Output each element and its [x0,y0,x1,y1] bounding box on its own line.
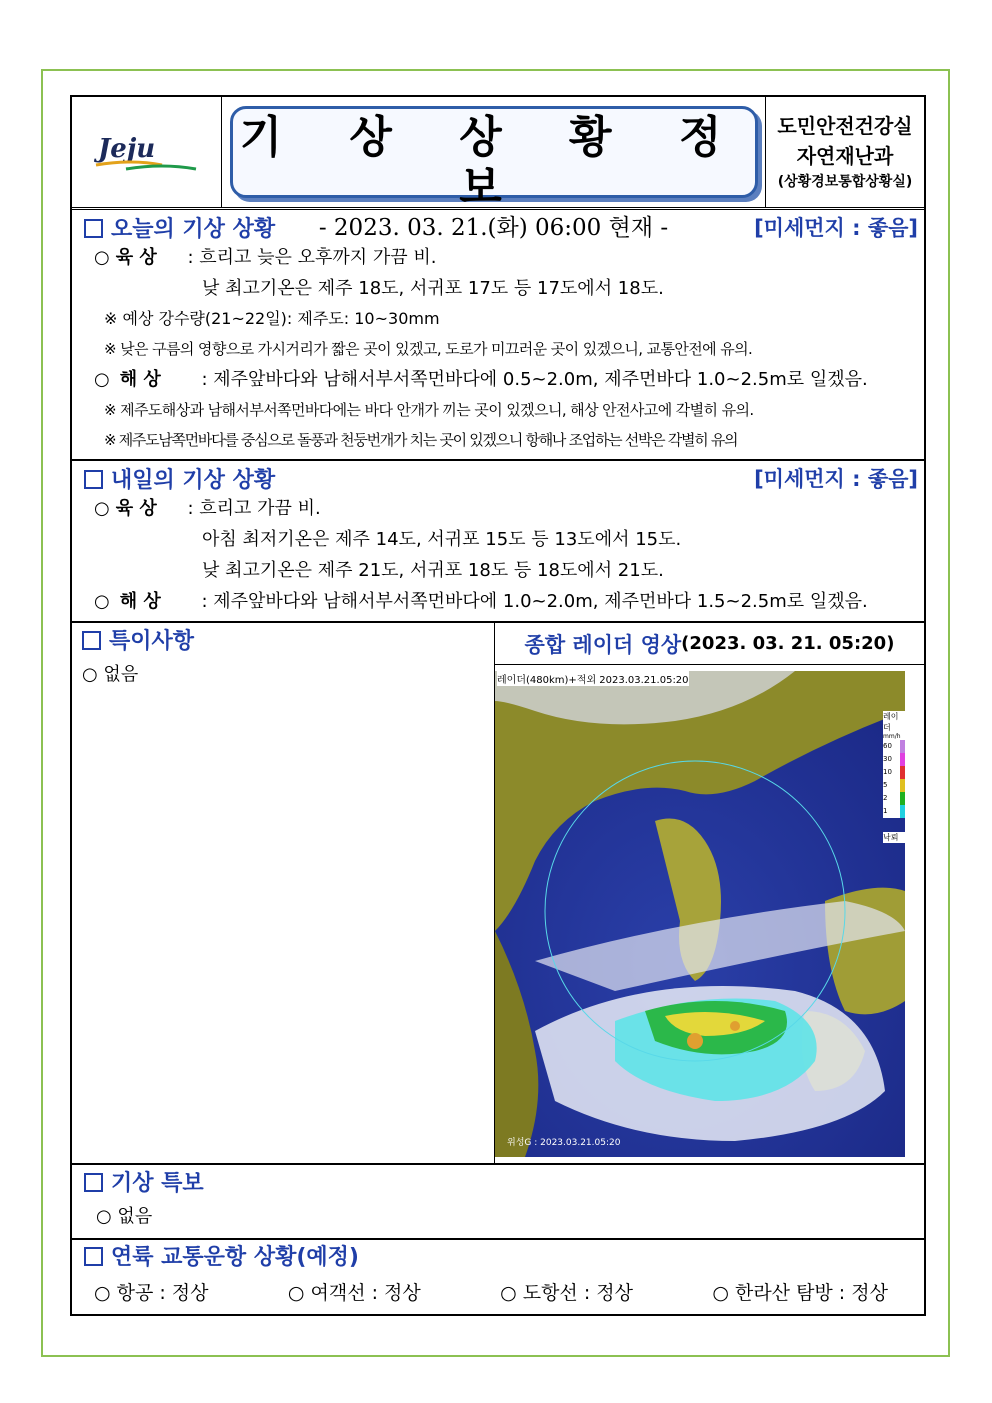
checkbox-icon [82,631,101,650]
checkbox-icon [84,1173,103,1192]
today-section [72,210,924,461]
special-radar-row [72,623,924,1165]
dept-room: (상황경보통합상황실) [777,174,913,190]
radar-caption: 레이더(480km)+적외 2023.03.21.05:20 [497,671,689,686]
legend-value: 10 [883,766,905,779]
radar-title: 종합 레이더 영상 [524,632,682,657]
traffic-item-island-ferry: ○ 도항선 : 정상 [500,1282,633,1304]
traffic-section [72,1240,924,1314]
today-note-gust: ※ 제주도남쪽먼바다를 중심으로 돌풍과 천둥번개가 치는 곳이 있겠으니 항해나 조업하는 선박은 각별히 유의 [104,431,738,449]
radar-time: (2023. 03. 21. 05:20) [681,633,895,654]
today-note-fog: ※ 제주도해상과 남해서부서쪽먼바다에는 바다 안개가 끼는 곳이 있겠으니, 해상 안전사고에 각별히 유의. [104,401,754,419]
tomorrow-title: 내일의 기상 상황 [84,463,275,494]
tomorrow-land-min: 아침 최저기온은 제주 14도, 서귀포 15도 등 13도에서 15도. [202,529,682,550]
legend-value: 60 [883,740,905,753]
page-subtitle: - 2023. 03. 21.(화) 06:00 현재 - [318,215,669,241]
svg-text:Jeju: Jeju [97,134,155,164]
radar-legend: 레이더 mm/h 60 30 10 5 2 1 낙뢰 [883,711,905,843]
traffic-item-air: ○ 항공 : 정상 [94,1282,209,1304]
radar-section [495,623,924,1163]
today-land-temp: 낮 최고기온은 제주 18도, 서귀포 17도 등 17도에서 18도. [202,278,664,299]
tomorrow-dust: [미세먼지 : 좋음] [754,467,918,491]
legend-value: 30 [883,753,905,766]
traffic-item-hallasan: ○ 한라산 탐방 : 정상 [712,1282,888,1304]
tomorrow-sea: ○ 해 상 : 제주앞바다와 남해서부서쪽먼바다에 1.0~2.0m, 제주먼바다 1.5~2.5m로 일겠음. [94,591,868,612]
checkbox-icon [84,219,103,238]
warning-content: ○ 없음 [96,1206,153,1227]
dept-office: 도민안전건강실 [777,114,913,138]
special-section [72,623,495,1163]
tomorrow-land: ○ 육 상 : 흐리고 가끔 비. [94,498,321,519]
tomorrow-land-max: 낮 최고기온은 제주 21도, 서귀포 18도 등 18도에서 21도. [202,560,664,581]
page-title: 기 상 상 황 정 보 [239,112,748,213]
legend-values [883,740,905,818]
special-title: 특이사항 [82,625,484,659]
today-note-rain: ※ 예상 강수량(21~22일): 제주도: 10~30mm [104,309,440,328]
checkbox-icon [84,1247,103,1266]
warning-title: 기상 특보 [84,1167,918,1201]
radar-image [495,671,905,1157]
satellite-label: 위성G : 2023.03.21.05:20 [507,1138,621,1148]
today-land: ○ 육 상 : 흐리고 늦은 오후까지 가끔 비. [94,247,437,268]
dept-division: 자연재난과 [796,144,894,168]
radar-map [495,671,905,1157]
legend-value: 1 [883,805,905,818]
jeju-logo-icon [92,127,202,177]
department [766,97,924,207]
today-sea: ○ 해 상 : 제주앞바다와 남해서부서쪽먼바다에 0.5~2.0m, 제주먼바다 1.0~2.5m로 일겠음. [94,369,868,390]
warning-section [72,1165,924,1240]
weather-report [70,95,926,1316]
today-title: 오늘의 기상 상황 [84,212,275,243]
checkbox-icon [84,470,103,489]
special-content: ○ 없음 [82,664,139,685]
legend-value: 5 [883,779,905,792]
tomorrow-section [72,461,924,623]
jeju-logo [72,97,222,207]
traffic-title: 연륙 교통운항 상황(예정) [84,1242,918,1274]
title-cell [222,97,766,241]
traffic-list [84,1274,918,1314]
today-dust: [미세먼지 : 좋음] [754,216,918,240]
today-note-visibility: ※ 낮은 구름의 영향으로 가시거리가 짧은 곳이 있겠고, 도로가 미끄러운 곳이 있겠으니, 교통안전에 유의. [104,340,753,358]
title-box [230,106,758,241]
traffic-item-ferry: ○ 여객선 : 정상 [287,1282,421,1304]
legend-value: 2 [883,792,905,805]
